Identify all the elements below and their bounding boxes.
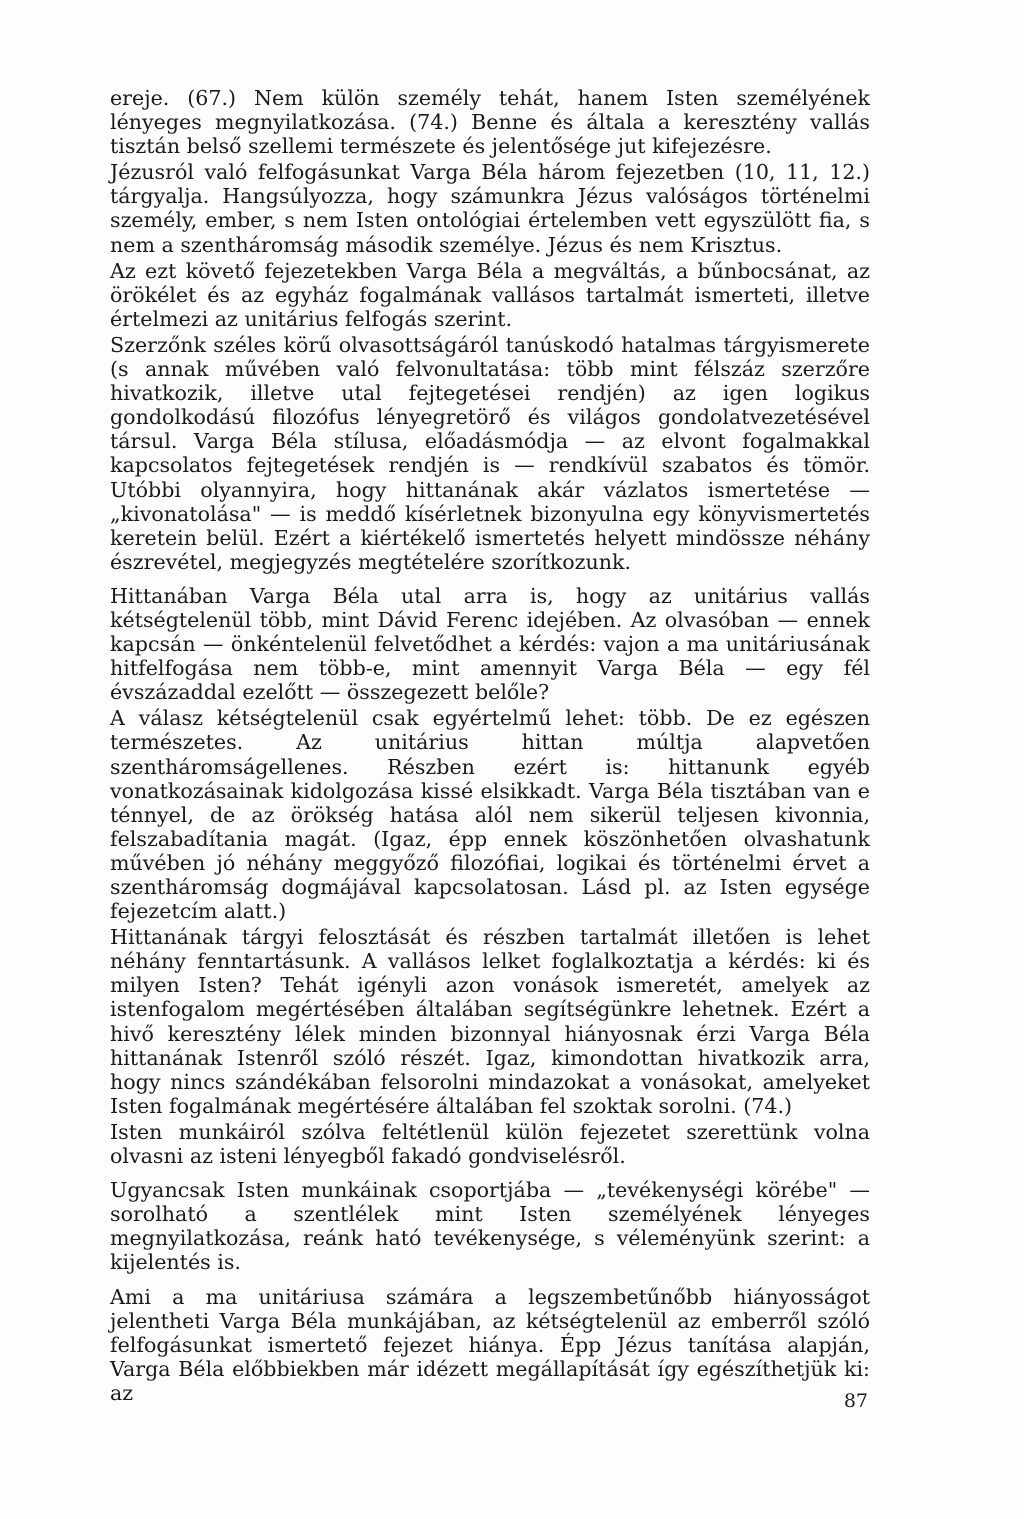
page-number: 87 bbox=[843, 1390, 868, 1412]
paragraph-9: Ugyancsak Isten munkáinak csoportjába — „tevékenységi körébe" — sorolható a szentlélek mint Isten személyének lényeges megnyilatkozása, reánk ható tevékenysége, s véleményünk szerint: a kijelentés is. bbox=[110, 1178, 870, 1275]
paragraph-10: Ami a ma unitáriusa számára a legszembetűnőbb hiányosságot jelentheti Varga Béla munkájában, az kétségtelenül az emberről szóló felfogásunkat ismertető fejezet hiánya. Épp Jézus tanítása alapján, Varga Béla előbbiekben már idézett megállapítását így egészíthetjük ki: az bbox=[110, 1284, 870, 1405]
paragraph-2: Jézusról való felfogásunkat Varga Béla három fejezetben (10, 11, 12.) tárgyalja. Hangsúlyozza, hogy számunkra Jézus valóságos történelmi személy, ember, s nem Isten ontológiai értelemben vett egyszülött fia, s nem a szentháromság második személye. Jézus és nem Krisztus. bbox=[110, 160, 870, 257]
paragraph-6: A válasz kétségtelenül csak egyértelmű lehet: több. De ez egészen természetes. Az unitárius hittan múltja alapvetően szentháromságellenes. Részben ezért is: hittanunk egyéb vonatkozásainak kidolgozása kissé elsikkadt. Varga Béla tisztában van e ténnyel, de az örökség hatása alól nem sikerül teljesen kivonnia, felszabadítania magát. (Igaz, épp ennek köszönhetően olvashatunk művében jó néhány meggyőző filozófiai, logikai és történelmi érvet a szentháromság dogmájával kapcsolatosan. Lásd pl. az Isten egysége fejezetcím alatt.) bbox=[110, 706, 870, 924]
paragraph-4: Szerzőnk széles körű olvasottságáról tanúskodó hatalmas tárgyismerete (s annak művében való felvonultatása: több mint félszáz szerzőre hivatkozik, illetve utal fejtegetései rendjén) az igen logikus gondolkodású filozófus lényegretörő és világos gondolatvezetésével társul. Varga Béla stílusa, előadásmódja — az elvont fogalmakkal kapcsolatos fejtegetések rendjén is — rendkívül szabatos és tömör. Utóbbi olyannyira, hogy hittanának akár vázlatos ismertetése — „kivonatolása" — is meddő kísérletnek bizonyulna egy könyvismertetés keretein belül. Ezért a kiértékelő ismertetés helyett mindössze néhány észrevétel, megjegyzés megtételére szorítkozunk. bbox=[110, 332, 870, 574]
paragraph-1: ereje. (67.) Nem külön személy tehát, hanem Isten személyének lényeges megnyilatkozása. (74.) Benne és általa a keresztény vallás tisztán belső szellemi természete és jelentősége jut kifejezésre. bbox=[110, 86, 870, 159]
paragraph-3: Az ezt követő fejezetekben Varga Béla a megváltás, a bűnbocsánat, az örökélet és az egyház fogalmának vallásos tartalmát ismerteti, illetve értelmezi az unitárius felfogás szerint. bbox=[110, 258, 870, 331]
paragraph-5: Hittanában Varga Béla utal arra is, hogy az unitárius vallás kétségtelenül több, mint Dávid Ferenc idejében. Az olvasóban — ennek kapcsán — önkéntelenül felvetődhet a kérdés: vajon a ma unitáriusának hitfelfogása nem több-e, mint amennyit Varga Béla — egy fél évszázaddal ezelőtt — összegezett belőle? bbox=[110, 583, 870, 705]
paragraph-7: Hittanának tárgyi felosztását és részben tartalmát illetően is lehet néhány fenntartásunk. A vallásos lelket foglalkoztatja a kérdés: ki és milyen Isten? Tehát igényli azon vonások ismeretét, amelyek az istenfogalom megértésében általában segítségünkre lehetnek. Ezért a hivő keresztény lélek minden bizonnyal hiányosnak érzi Varga Béla hittanának Istenről szóló részét. Igaz, kimondottan hivatkozik arra, hogy nincs szándékában felsorolni mindazokat a vonásokat, amelyeket Isten fogalmának megértésére általában fel szoktak sorolni. (74.) bbox=[110, 925, 870, 1118]
paragraph-8: Isten munkáiról szólva feltétlenül külön fejezetet szerettünk volna olvasni az isteni lényegből fakadó gondviselésről. bbox=[110, 1119, 870, 1169]
body-text bbox=[110, 86, 870, 1405]
